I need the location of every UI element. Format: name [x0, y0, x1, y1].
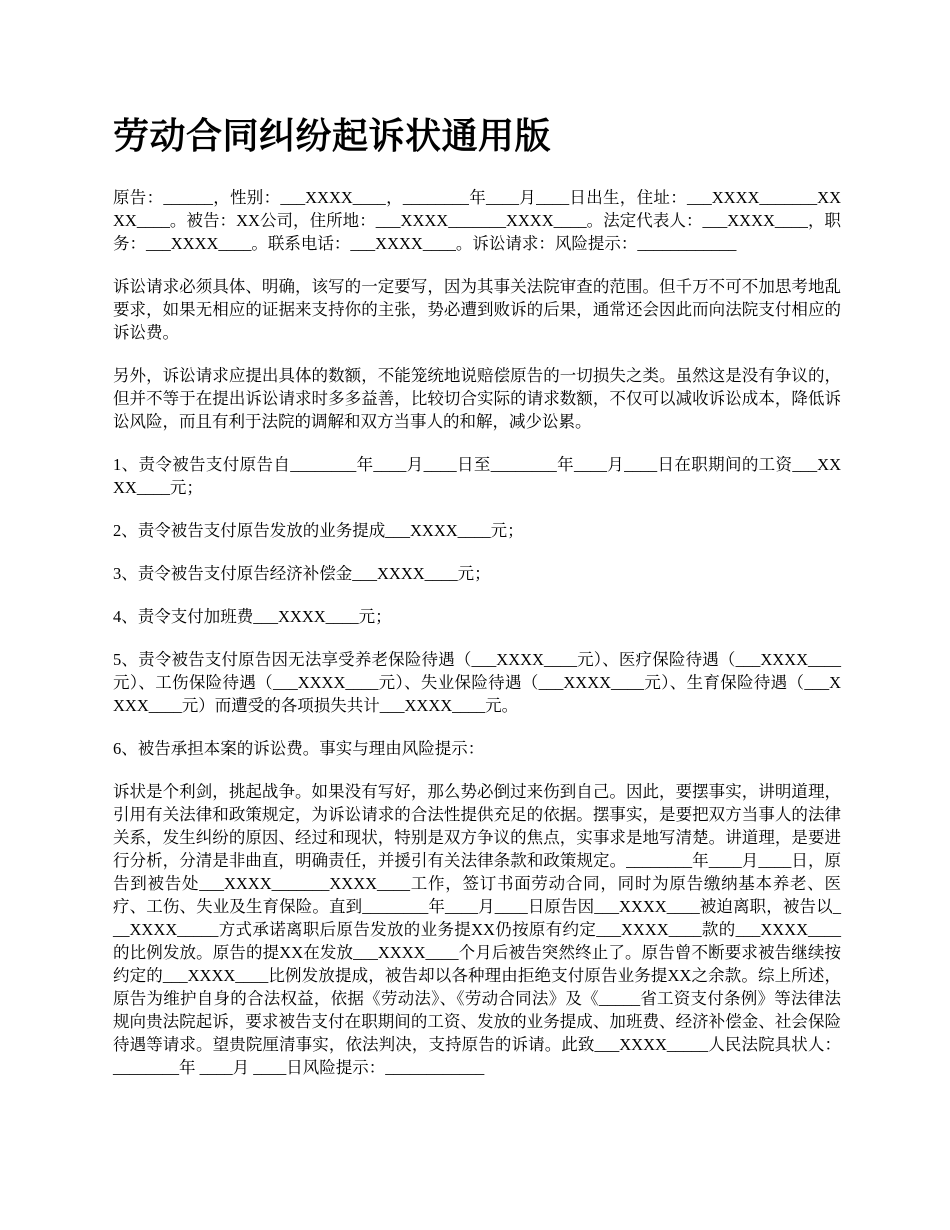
claim-advice-paragraph: 诉讼请求必须具体、明确，该写的一定要写，因为其事关法院审查的范围。但千万不可不加思考地乱要求，如果无相应的证据来支持你的主张，势必遭到败诉的后果，通常还会因此而向法院支付相应的诉讼费。 — [113, 277, 841, 342]
document-title: 劳动合同纠纷起诉状通用版 — [113, 116, 552, 156]
claim-item-5: 5、责令被告支付原告因无法享受养老保险待遇（___XXXX____元）、医疗保险待遇（___XXXX____元）、工伤保险待遇（___XXXX____元）、失业保险待遇（___XXXX____元）、生育保险待遇（___XXXX____元）而遭受的各项损失共计___XXXX____元。 — [113, 650, 841, 715]
claim-item-6: 6、被告承担本案的诉讼费。事实与理由风险提示： — [113, 739, 485, 758]
claim-item-3: 3、责令被告支付原告经济补偿金___XXXX____元； — [113, 564, 491, 583]
claim-item-1: 1、责令被告支付原告自________年____月____日至________年____月____日在职期间的工资___XXXX____元； — [113, 455, 841, 497]
claim-amount-paragraph: 另外，诉讼请求应提出具体的数额，不能笼统地说赔偿原告的一切损失之类。虽然这是没有争议的，但并不等于在提出诉讼请求时多多益善，比较切合实际的请求数额，不仅可以减收诉讼成本，降低诉讼风险，而且有利于法院的调解和双方当事人的和解，减少讼累。 — [113, 366, 841, 431]
party-info-paragraph: 原告：______，性别：___XXXX____，________年____月____日出生，住址：___XXXX_______XXXX____。被告：XX公司，住所地：___XXXX_______XXXX____。法定代表人：___XXXX____，职务：___XXXX____。联系电话：___XXXX____。诉讼请求：风险提示：____________ — [113, 188, 841, 253]
facts-and-reasons-paragraph: 诉状是个利剑，挑起战争。如果没有写好，那么势必倒过来伤到自己。因此，要摆事实，讲明道理，引用有关法律和政策规定，为诉讼请求的合法性提供充足的依据。摆事实，是要把双方当事人的法律关系，发生纠纷的原因、经过和现状，特别是双方争议的焦点，实事求是地写清楚。讲道理，是要进行分析，分清是非曲直，明确责任，并援引有关法律条款和政策规定。________年____月____日，原告到被告处___XXXX_______XXXX____工作，签订书面劳动合同，同时为原告缴纳基本养老、医疗、工伤、失业及生育保险。直到________年____月____日原告因___XXXX____被迫离职，被告以___XXXX_____方式承诺离职后原告发放的业务提XX仍按原有约定___XXXX____款的___XXXX____的比例发放。原告的提XX在发放___XXXX____个月后被告突然终止了。原告曾不断要求被告继续按约定的___XXXX____比例发放提成，被告却以各种理由拒绝支付原告业务提XX之余款。综上所述，原告为维护自身的合法权益，依据《劳动法》、《劳动合同法》及《_____省工资支付条例》等法律法规向贵法院起诉，要求被告支付在职期间的工资、发放的业务提成、加班费、经济补偿金、社会保险待遇等请求。望贵院厘清事实，依法判决，支持原告的诉请。此致___XXXX_____人民法院具状人：________年 ____月 ____日风险提示：____________ — [113, 782, 841, 1077]
document-page — [113, 112, 841, 1099]
claim-item-2: 2、责令被告支付原告发放的业务提成___XXXX____元； — [113, 521, 524, 540]
claim-item-4: 4、责令支付加班费___XXXX____元； — [113, 607, 392, 626]
